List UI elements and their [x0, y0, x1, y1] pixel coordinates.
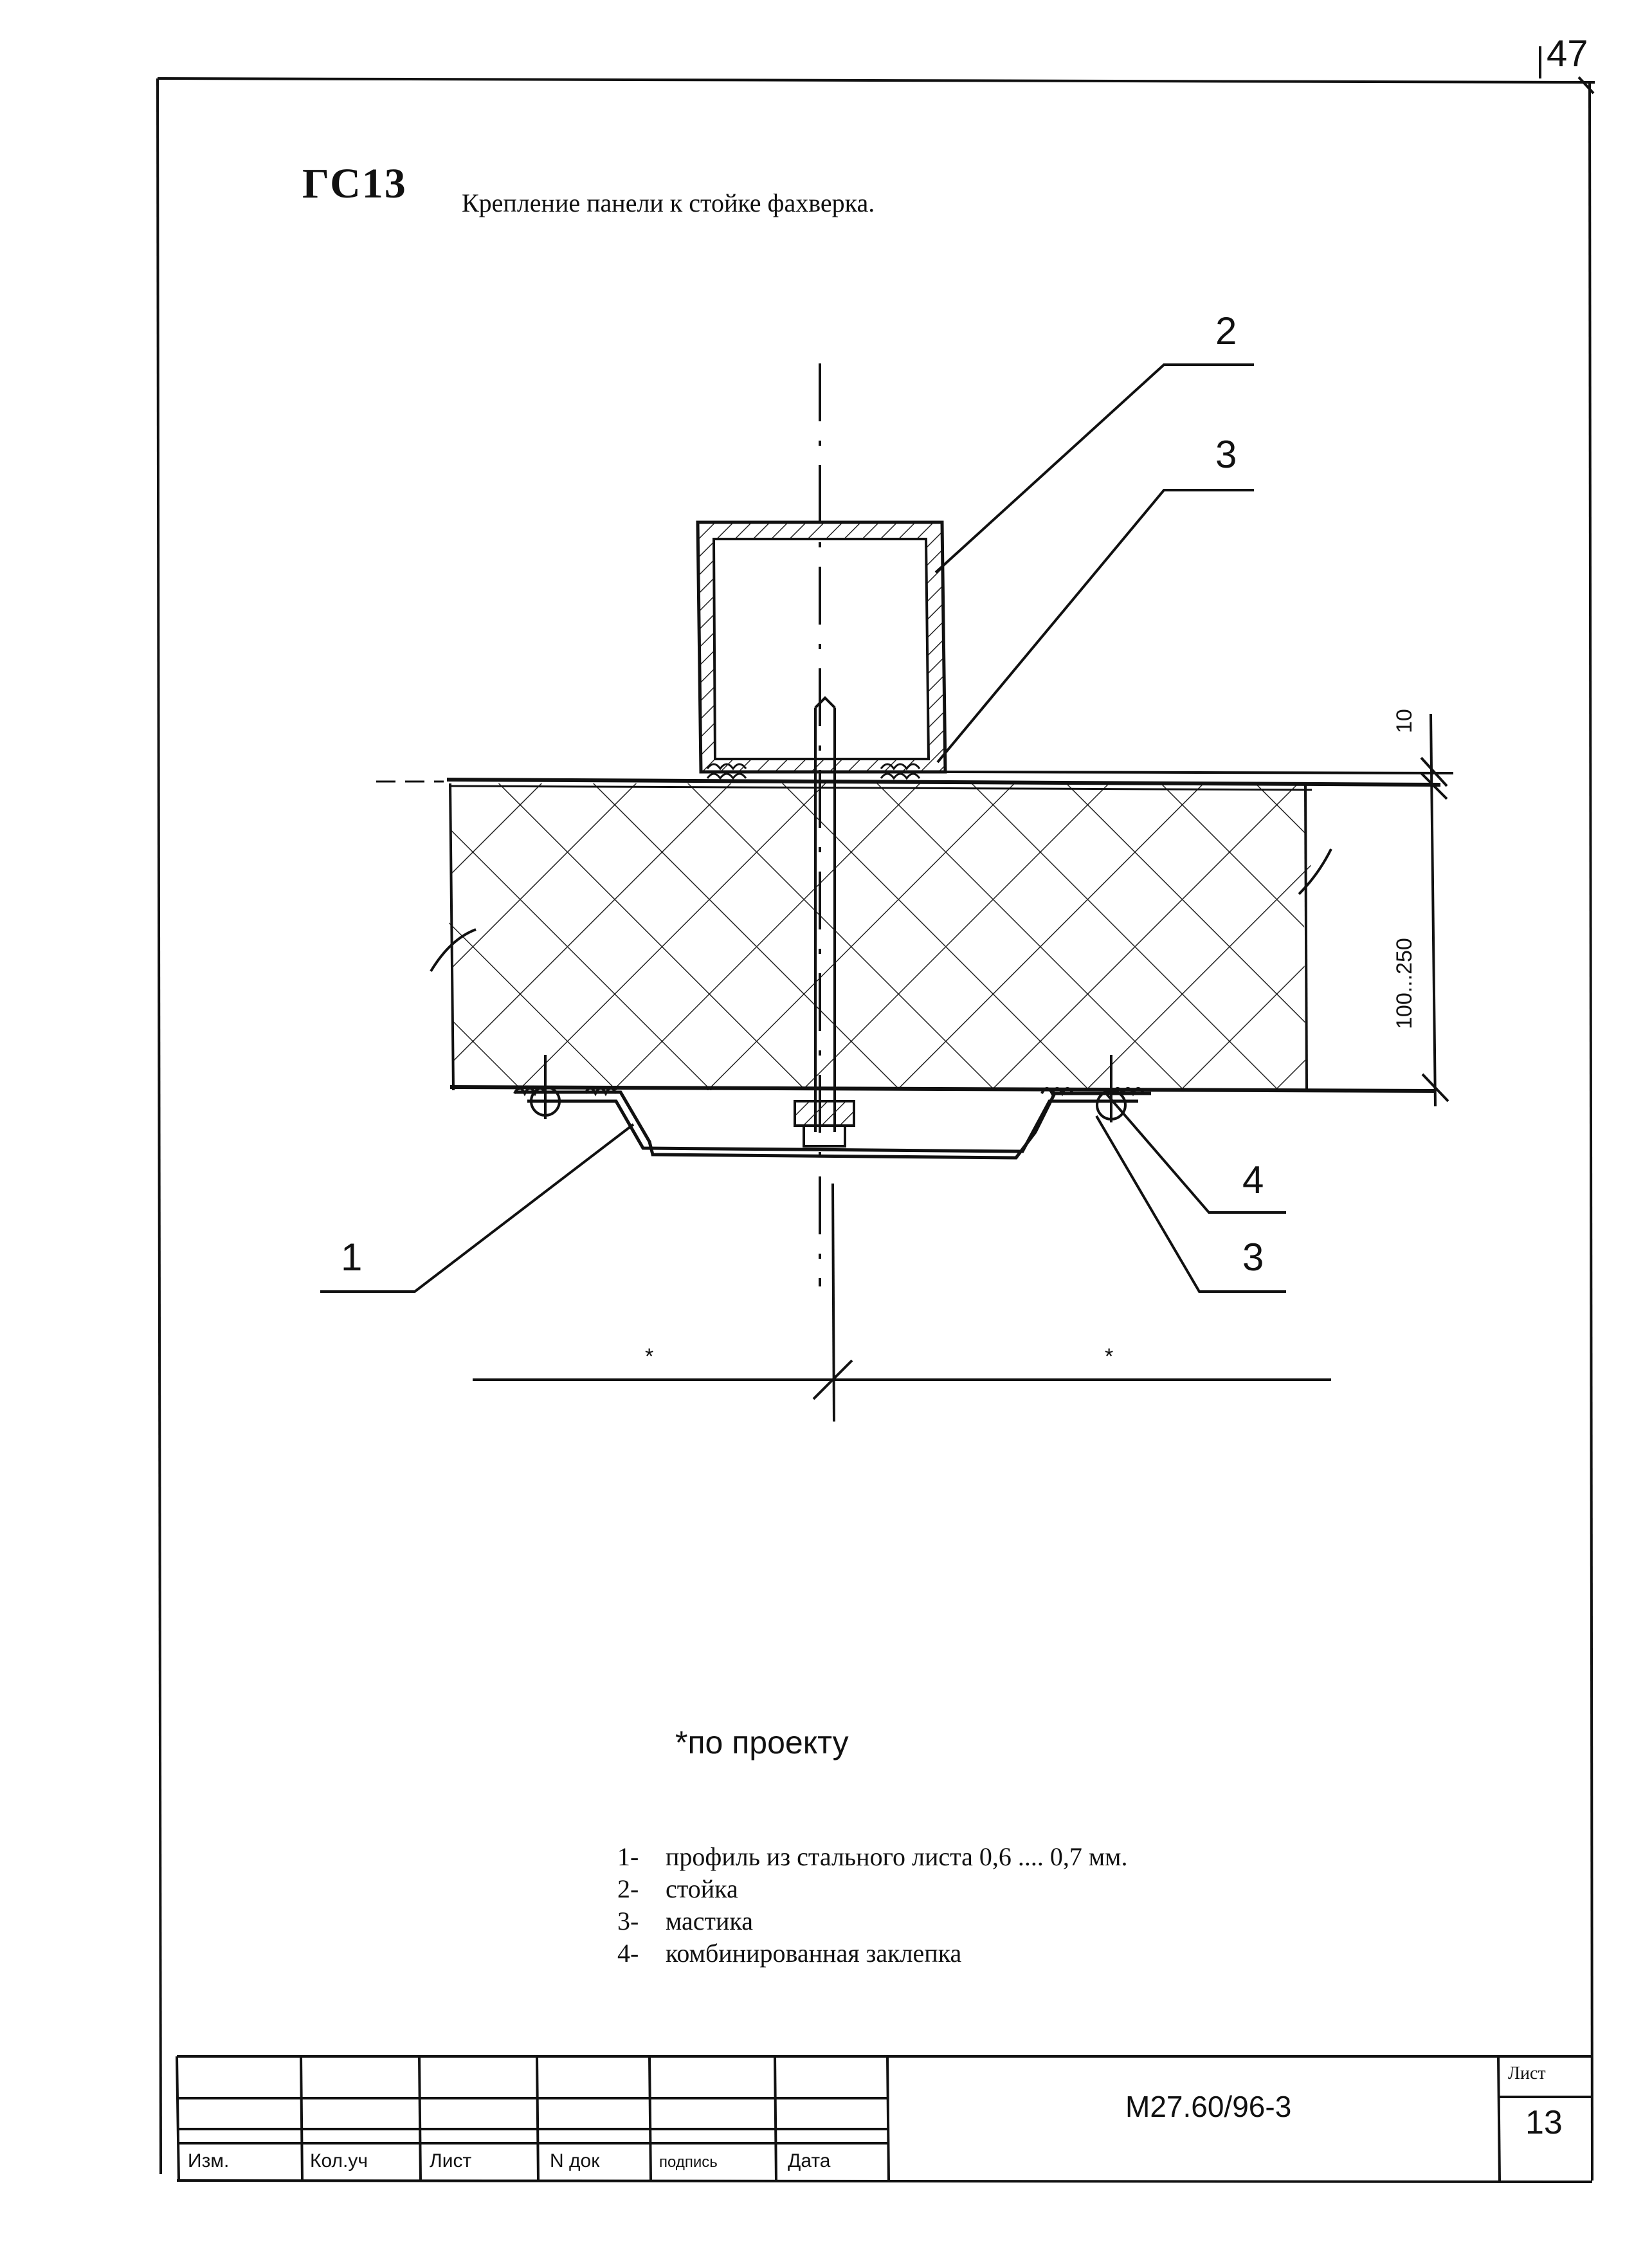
tb-col-list: Лист — [430, 2150, 472, 2172]
legend-item: 2- стойка — [617, 1874, 738, 1903]
page-number: 47 — [1547, 33, 1588, 75]
callout-4: 4 — [1242, 1158, 1264, 1202]
title-block-grid — [177, 2056, 1592, 2181]
sandwich-panel — [376, 780, 1440, 1091]
dim-10: 10 — [1392, 709, 1417, 733]
callout-2: 2 — [1215, 309, 1237, 352]
legend — [617, 1841, 1127, 1970]
tb-col-kol-uch: Кол.уч — [310, 2150, 368, 2172]
tb-sheet-number: 13 — [1525, 2104, 1563, 2141]
tb-col-podpis: подпись — [659, 2154, 718, 2171]
dimension-bottom — [473, 1360, 1331, 1399]
tb-col-n-dok: N док — [550, 2150, 600, 2172]
tb-col-data: Дата — [788, 2150, 831, 2172]
steel-post — [698, 522, 945, 772]
callout-1: 1 — [341, 1236, 363, 1279]
tb-col-izm: Изм. — [188, 2150, 230, 2172]
tb-sheet-label: Лист — [1508, 2063, 1546, 2083]
callout-3-top: 3 — [1215, 433, 1237, 476]
legend-item: 4- комбинированная заклепка — [617, 1939, 962, 1968]
legend-item: 3- мастика — [617, 1907, 754, 1935]
dim-star-right: * — [1105, 1344, 1114, 1369]
tb-document-code: М27.60/96-3 — [1125, 2090, 1292, 2123]
drawing-code: ГС13 — [302, 160, 407, 207]
dim-panel-thickness: 100...250 — [1392, 938, 1417, 1029]
dim-star-left: * — [645, 1344, 654, 1369]
callout-3-bottom: 3 — [1242, 1236, 1264, 1279]
drawing-title: Крепление панели к стойке фахверка. — [462, 188, 875, 217]
legend-item: 1- профиль из стального листа 0,6 .... 0,7 мм. — [617, 1842, 1128, 1871]
project-note: *по проекту — [675, 1724, 849, 1760]
